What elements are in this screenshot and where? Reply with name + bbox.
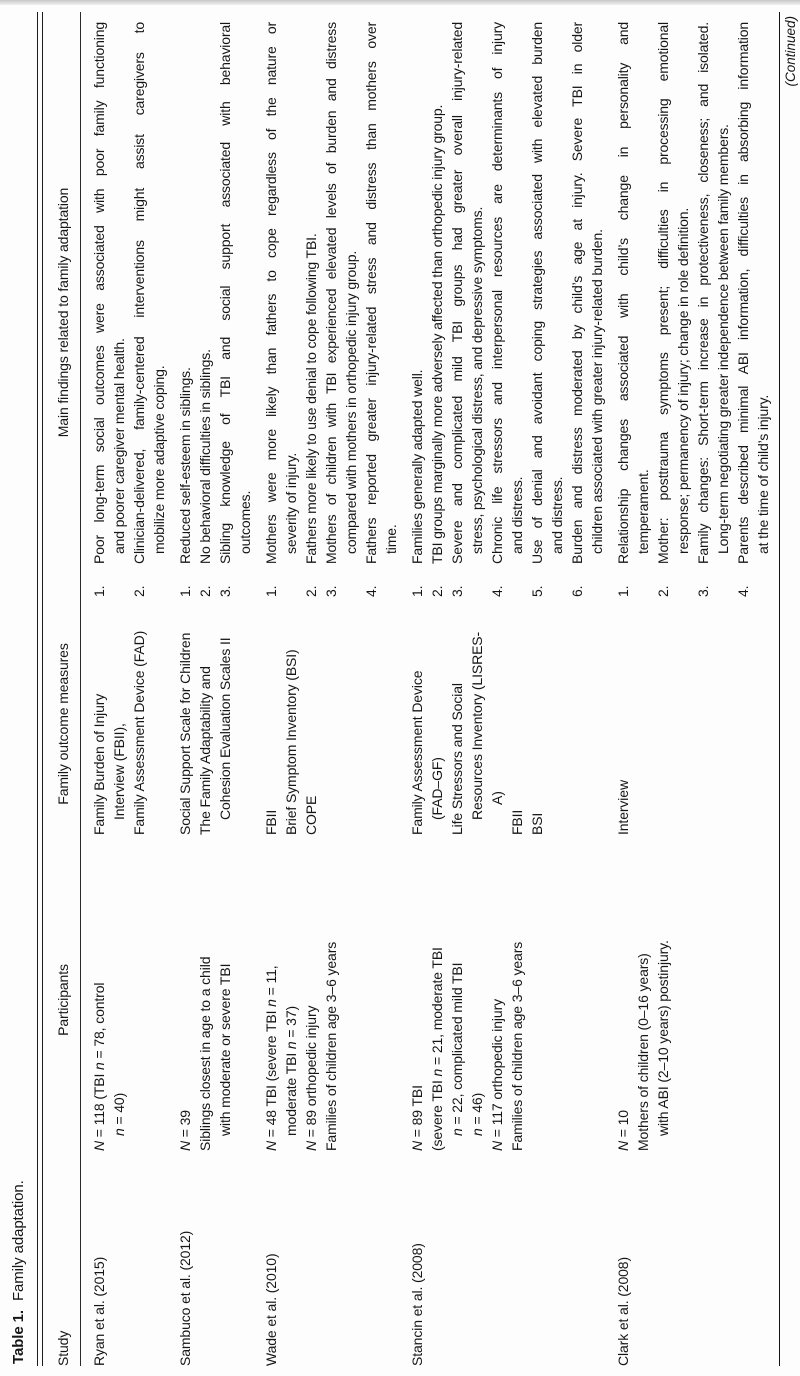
finding-number: 3. — [322, 585, 339, 597]
findings-cell — [261, 12, 401, 599]
finding-line: and poorer caregiver mental health. — [110, 338, 127, 554]
participants-line: Families of children age 3–6 years — [508, 941, 525, 1151]
measures-line: BSI — [528, 812, 545, 835]
table-row — [613, 12, 773, 1366]
measures-line: A) — [488, 791, 505, 805]
finding-item — [175, 22, 195, 599]
participants-line: N = 89 TBI — [408, 1085, 425, 1151]
participants-line: N = 39 — [176, 1110, 193, 1151]
table-row — [89, 12, 169, 1366]
finding-item — [447, 22, 487, 599]
table-row — [261, 12, 401, 1366]
finding-line: Mother: posttrauma symptoms present; difficulties in processing emotional — [654, 22, 671, 564]
participants-line: N = 118 (TBI n = 78, control — [90, 982, 107, 1151]
col-header-participants: Participants — [54, 964, 71, 1036]
measures-line: FBII — [508, 809, 525, 835]
participants-cell — [89, 835, 129, 1151]
finding-line: outcomes. — [236, 490, 253, 554]
participants-cell — [175, 835, 235, 1151]
finding-line: Chronic life stressors and interpersonal resources are determinants of injury — [488, 22, 505, 564]
finding-line: Burden and distress moderated by child’s age at injury. Severe TBI in older — [568, 22, 585, 564]
finding-line: stress, psychological distress, and depressive symptoms. — [468, 206, 485, 554]
finding-item — [321, 22, 361, 599]
finding-line: Fathers reported greater injury-related stress and distress than mothers over — [362, 22, 379, 564]
finding-number: 2. — [130, 585, 147, 597]
finding-line: Mothers of children with TBI experienced elevated levels of burden and distress — [322, 22, 339, 564]
finding-line: response; permanency of injury; change in role definition. — [674, 207, 691, 554]
findings-cell — [89, 12, 169, 599]
measures-line: Life Stressors and Social — [448, 683, 465, 835]
finding-line: severity of injury. — [282, 452, 299, 554]
finding-number: 2. — [428, 585, 445, 597]
finding-line: and distress. — [508, 476, 525, 554]
finding-number: 6. — [568, 585, 585, 597]
finding-number: 1. — [176, 585, 193, 597]
finding-line: Use of denial and avoidant coping strategies associated with elevated burden — [528, 22, 545, 564]
measures-line: (FAD–GF) — [428, 757, 445, 820]
finding-number: 5. — [528, 585, 545, 597]
measures-line: The Family Adaptability and — [196, 666, 213, 835]
participants-line: n = 22, complicated mild TBI — [448, 962, 465, 1136]
finding-line: Poor long-term social outcomes were associated with poor family functioning — [90, 22, 107, 564]
measures-line: Interview (FBII), — [110, 723, 127, 820]
participants-line: Families of children age 3–6 years — [322, 941, 339, 1151]
table-row — [175, 12, 255, 1366]
finding-item — [733, 22, 773, 599]
measures-line: COPE — [302, 795, 319, 835]
participants-line: N = 89 orthopedic injury — [302, 1005, 319, 1151]
finding-number: 1. — [90, 585, 107, 597]
continued-text: (Continued) — [782, 16, 798, 87]
finding-item — [613, 22, 653, 599]
finding-item — [261, 22, 301, 599]
participants-line: N = 117 orthopedic injury — [488, 998, 505, 1151]
finding-line: Family changes: Short-term increase in protectiveness, closeness; and isolated. — [694, 22, 711, 564]
finding-line: No behavioral difficulties in siblings. — [196, 349, 213, 564]
finding-item — [89, 22, 129, 599]
finding-line: children associated with greater injury-related burden. — [588, 229, 605, 554]
finding-line: Clinician-delivered, family-centered interventions might assist caregivers to — [130, 22, 147, 564]
finding-number: 3. — [216, 585, 233, 597]
measures-line: Interview — [614, 780, 631, 835]
finding-line: TBI groups marginally more adversely affected than orthopedic injury group. — [428, 104, 445, 564]
participants-line: with moderate or severe TBI — [216, 963, 233, 1136]
participants-line: Mothers of children (0–16 years) — [634, 953, 651, 1151]
measures-line: Family Assessment Device (FAD) — [130, 630, 147, 835]
finding-number: 2. — [302, 585, 319, 597]
finding-number: 1. — [408, 585, 425, 597]
finding-item — [361, 22, 401, 599]
finding-item — [527, 22, 567, 599]
finding-number: 3. — [694, 585, 711, 597]
study-cell: Stancin et al. (2008) — [408, 1243, 425, 1366]
table-body — [81, 12, 773, 1366]
measures-line: FBII — [262, 809, 279, 835]
finding-number: 4. — [734, 585, 751, 597]
finding-item — [653, 22, 693, 599]
table-row — [407, 12, 607, 1366]
finding-item — [215, 22, 255, 599]
finding-number: 3. — [448, 585, 465, 597]
participants-line: n = 46) — [468, 1092, 485, 1136]
measures-line: Cohesion Evaluation Scales II — [216, 637, 233, 820]
finding-number: 1. — [262, 585, 279, 597]
finding-line: mobilize more adaptive coping. — [150, 365, 167, 554]
participants-line: N = 48 TBI (severe TBI n = 11, — [262, 965, 279, 1151]
measures-line: Family Assessment Device — [408, 670, 425, 835]
measures-cell — [175, 599, 235, 835]
finding-line: Sibling knowledge of TBI and social support associated with behavioral — [216, 22, 233, 564]
findings-cell — [613, 12, 773, 599]
col-header-study: Study — [54, 1330, 71, 1366]
measures-line: Resources Inventory (LISRES- — [468, 631, 485, 820]
finding-item — [693, 22, 733, 599]
measures-cell — [613, 599, 633, 835]
finding-line: time. — [382, 524, 399, 554]
finding-line: Reduced self-esteem in siblings. — [176, 367, 193, 564]
finding-item — [407, 22, 427, 599]
measures-line: Family Burden of Injury — [90, 693, 107, 835]
measures-cell — [89, 599, 149, 835]
finding-line: compared with mothers in orthopedic injury group. — [342, 250, 359, 554]
finding-item — [195, 22, 215, 599]
finding-item — [129, 22, 169, 599]
study-cell: Clark et al. (2008) — [614, 1257, 631, 1366]
finding-item — [301, 22, 321, 599]
finding-item — [427, 22, 447, 599]
finding-line: Mothers were more likely than fathers to cope regardless of the nature or — [262, 22, 279, 564]
finding-number: 4. — [362, 585, 379, 597]
finding-line: Fathers more likely to use denial to cope following TBI. — [302, 233, 319, 564]
table-number: Table 1. — [10, 1310, 27, 1364]
findings-cell — [175, 12, 255, 599]
finding-number: 4. — [488, 585, 505, 597]
participants-line: (severe TBI n = 21, moderate TBI — [428, 947, 445, 1151]
finding-number: 1. — [614, 585, 631, 597]
participants-line: n = 40) — [110, 1092, 127, 1136]
continued-note — [780, 12, 798, 1366]
participants-line: with ABI (2–10 years) postinjury. — [654, 940, 671, 1136]
finding-line: at the time of child’s injury. — [754, 394, 771, 554]
study-cell: Wade et al. (2010) — [262, 1253, 279, 1366]
measures-line: Brief Symptom Inventory (BSI) — [282, 649, 299, 835]
finding-line: Severe and complicated mild TBI groups had greater overall injury-related — [448, 22, 465, 564]
finding-line: temperament. — [634, 469, 651, 554]
measures-line: Social Support Scale for Children — [176, 632, 193, 835]
finding-line: Families generally adapted well. — [408, 369, 425, 564]
findings-cell — [407, 12, 607, 599]
study-cell: Sambuco et al. (2012) — [176, 1230, 193, 1366]
finding-line: Relationship changes associated with child’s change in personality and — [614, 22, 631, 564]
finding-item — [487, 22, 527, 599]
finding-number: 2. — [654, 585, 671, 597]
finding-line: Long-term negotiating greater independence between family members. — [714, 124, 731, 554]
participants-cell — [613, 835, 673, 1151]
table-title — [10, 12, 27, 1364]
participants-line: N = 10 — [614, 1110, 631, 1151]
participants-line: Siblings closest in age to a child — [196, 956, 213, 1151]
measures-cell — [407, 599, 547, 835]
header-row — [43, 12, 80, 1366]
finding-line: Parents described minimal ABI information, difficulties in absorbing information — [734, 22, 751, 564]
participants-line: moderate TBI n = 37) — [282, 1005, 299, 1136]
table-caption: Family adaptation. — [10, 1180, 27, 1302]
participants-cell — [407, 835, 527, 1151]
finding-item — [567, 22, 607, 599]
finding-number: 2. — [196, 585, 213, 597]
col-header-findings: Main findings related to family adaptation — [54, 187, 71, 438]
study-cell: Ryan et al. (2015) — [90, 1256, 107, 1366]
participants-cell — [261, 835, 341, 1151]
measures-cell — [261, 599, 321, 835]
col-header-measures: Family outcome measures — [54, 643, 71, 805]
finding-line: and distress. — [548, 476, 565, 554]
